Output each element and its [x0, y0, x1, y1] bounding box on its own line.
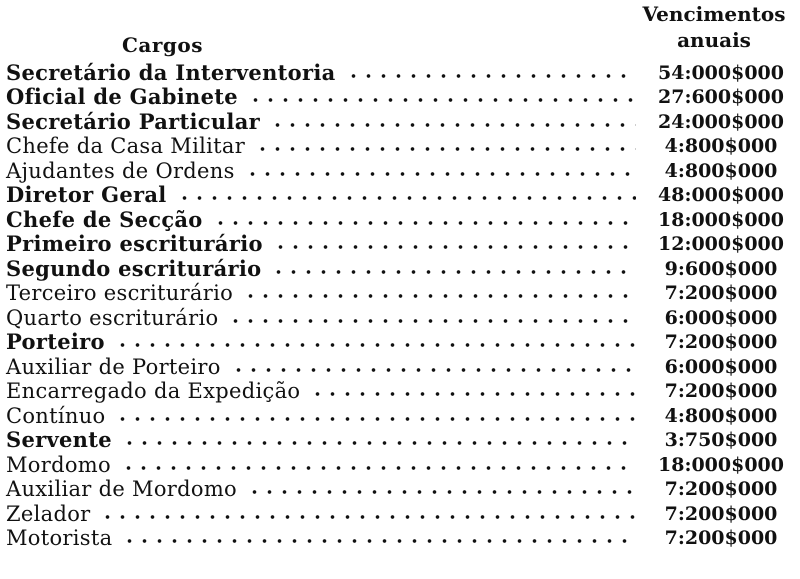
- dot-leader: [213, 220, 636, 226]
- dot-leader: [231, 367, 636, 373]
- salary-value: 7:200$000: [664, 380, 778, 402]
- dot-leader: [273, 244, 636, 250]
- column-header-vencimentos-line2: anuais: [677, 28, 751, 52]
- salary-value: 54:000$000: [658, 61, 784, 84]
- cargo-label: Chefe de Secção: [6, 206, 203, 232]
- table-row: [6, 183, 796, 208]
- table-row: [6, 85, 796, 110]
- table-row: [6, 501, 796, 526]
- table-row: [6, 330, 796, 355]
- salary-value: 27:600$000: [658, 86, 784, 108]
- dot-leader: [122, 538, 636, 544]
- cargo-label: Quarto escriturário: [6, 305, 219, 330]
- cargo-label: Secretário da Interventoria: [6, 59, 336, 85]
- column-header-vencimentos: [630, 1, 798, 53]
- salary-value: 4:800$000: [664, 135, 778, 157]
- table-row: [6, 232, 796, 257]
- dot-leader: [115, 416, 636, 422]
- salary-value: 4:800$000: [664, 404, 778, 427]
- cargo-label: Diretor Geral: [6, 182, 167, 207]
- salary-value: 48:000$000: [658, 184, 784, 206]
- cargo-label: Ajudantes de Ordens: [6, 158, 235, 183]
- dot-leader: [310, 391, 636, 397]
- dot-leader: [228, 318, 636, 324]
- salary-value: 18:000$000: [658, 453, 784, 476]
- cargo-label: Secretário Particular: [6, 108, 260, 134]
- dot-leader: [270, 122, 636, 128]
- cargo-label: Porteiro: [6, 329, 105, 354]
- dot-leader: [255, 146, 636, 152]
- dot-leader: [346, 73, 636, 79]
- salary-value: 7:200$000: [664, 478, 778, 500]
- salary-value: 6:000$000: [664, 306, 778, 329]
- cargo-label: Auxiliar de Mordomo: [6, 477, 237, 501]
- cargo-label: Chefe da Casa Militar: [6, 134, 246, 158]
- table-row: [6, 379, 796, 404]
- dot-leader: [248, 97, 636, 103]
- salary-value: 7:200$000: [664, 502, 778, 525]
- table-row: [6, 428, 796, 453]
- salary-value: 6:000$000: [664, 355, 778, 378]
- table-row: [6, 354, 796, 379]
- cargo-label: Encarregado da Expedição: [6, 379, 301, 403]
- table-row: [6, 256, 796, 281]
- table-row: [6, 281, 796, 306]
- salary-value: 24:000$000: [658, 110, 784, 133]
- salary-value: 7:200$000: [664, 527, 778, 549]
- table-row: [6, 305, 796, 330]
- cargo-label: Primeiro escriturário: [6, 231, 263, 256]
- dot-leader: [271, 269, 636, 275]
- column-header-vencimentos-line1: Vencimentos: [642, 2, 786, 26]
- table-row: [6, 60, 796, 85]
- cargo-label: Segundo escriturário: [6, 255, 262, 281]
- cargo-label: Motorista: [6, 526, 113, 550]
- table-row: [6, 158, 796, 183]
- cargo-label: Mordomo: [6, 452, 111, 477]
- salary-table: [6, 60, 796, 550]
- cargo-label: Auxiliar de Porteiro: [6, 354, 221, 379]
- dot-leader: [100, 514, 636, 520]
- dot-leader: [243, 293, 636, 299]
- cargo-label: Contínuo: [6, 403, 106, 428]
- table-row: [6, 403, 796, 428]
- cargo-label: Servente: [6, 427, 112, 452]
- table-row: [6, 109, 796, 134]
- dot-leader: [122, 440, 636, 446]
- dot-leader: [121, 465, 636, 471]
- salary-value: 4:800$000: [664, 159, 778, 182]
- salary-value: 7:200$000: [664, 331, 778, 353]
- dot-leader: [247, 489, 636, 495]
- cargo-label: Zelador: [6, 501, 91, 526]
- cargo-label: Oficial de Gabinete: [6, 84, 238, 109]
- salary-value: 7:200$000: [664, 282, 778, 304]
- dot-leader: [115, 342, 636, 348]
- column-header-cargos: Cargos: [122, 33, 203, 57]
- salary-value: 3:750$000: [664, 429, 778, 451]
- table-row: [6, 134, 796, 159]
- dot-leader: [245, 171, 636, 177]
- dot-leader: [177, 195, 636, 201]
- salary-value: 9:600$000: [664, 257, 778, 280]
- table-row: [6, 526, 796, 551]
- table-row: [6, 477, 796, 502]
- table-row: [6, 207, 796, 232]
- salary-value: 12:000$000: [658, 233, 784, 255]
- table-row: [6, 452, 796, 477]
- salary-value: 18:000$000: [658, 208, 784, 231]
- cargo-label: Terceiro escriturário: [6, 281, 234, 305]
